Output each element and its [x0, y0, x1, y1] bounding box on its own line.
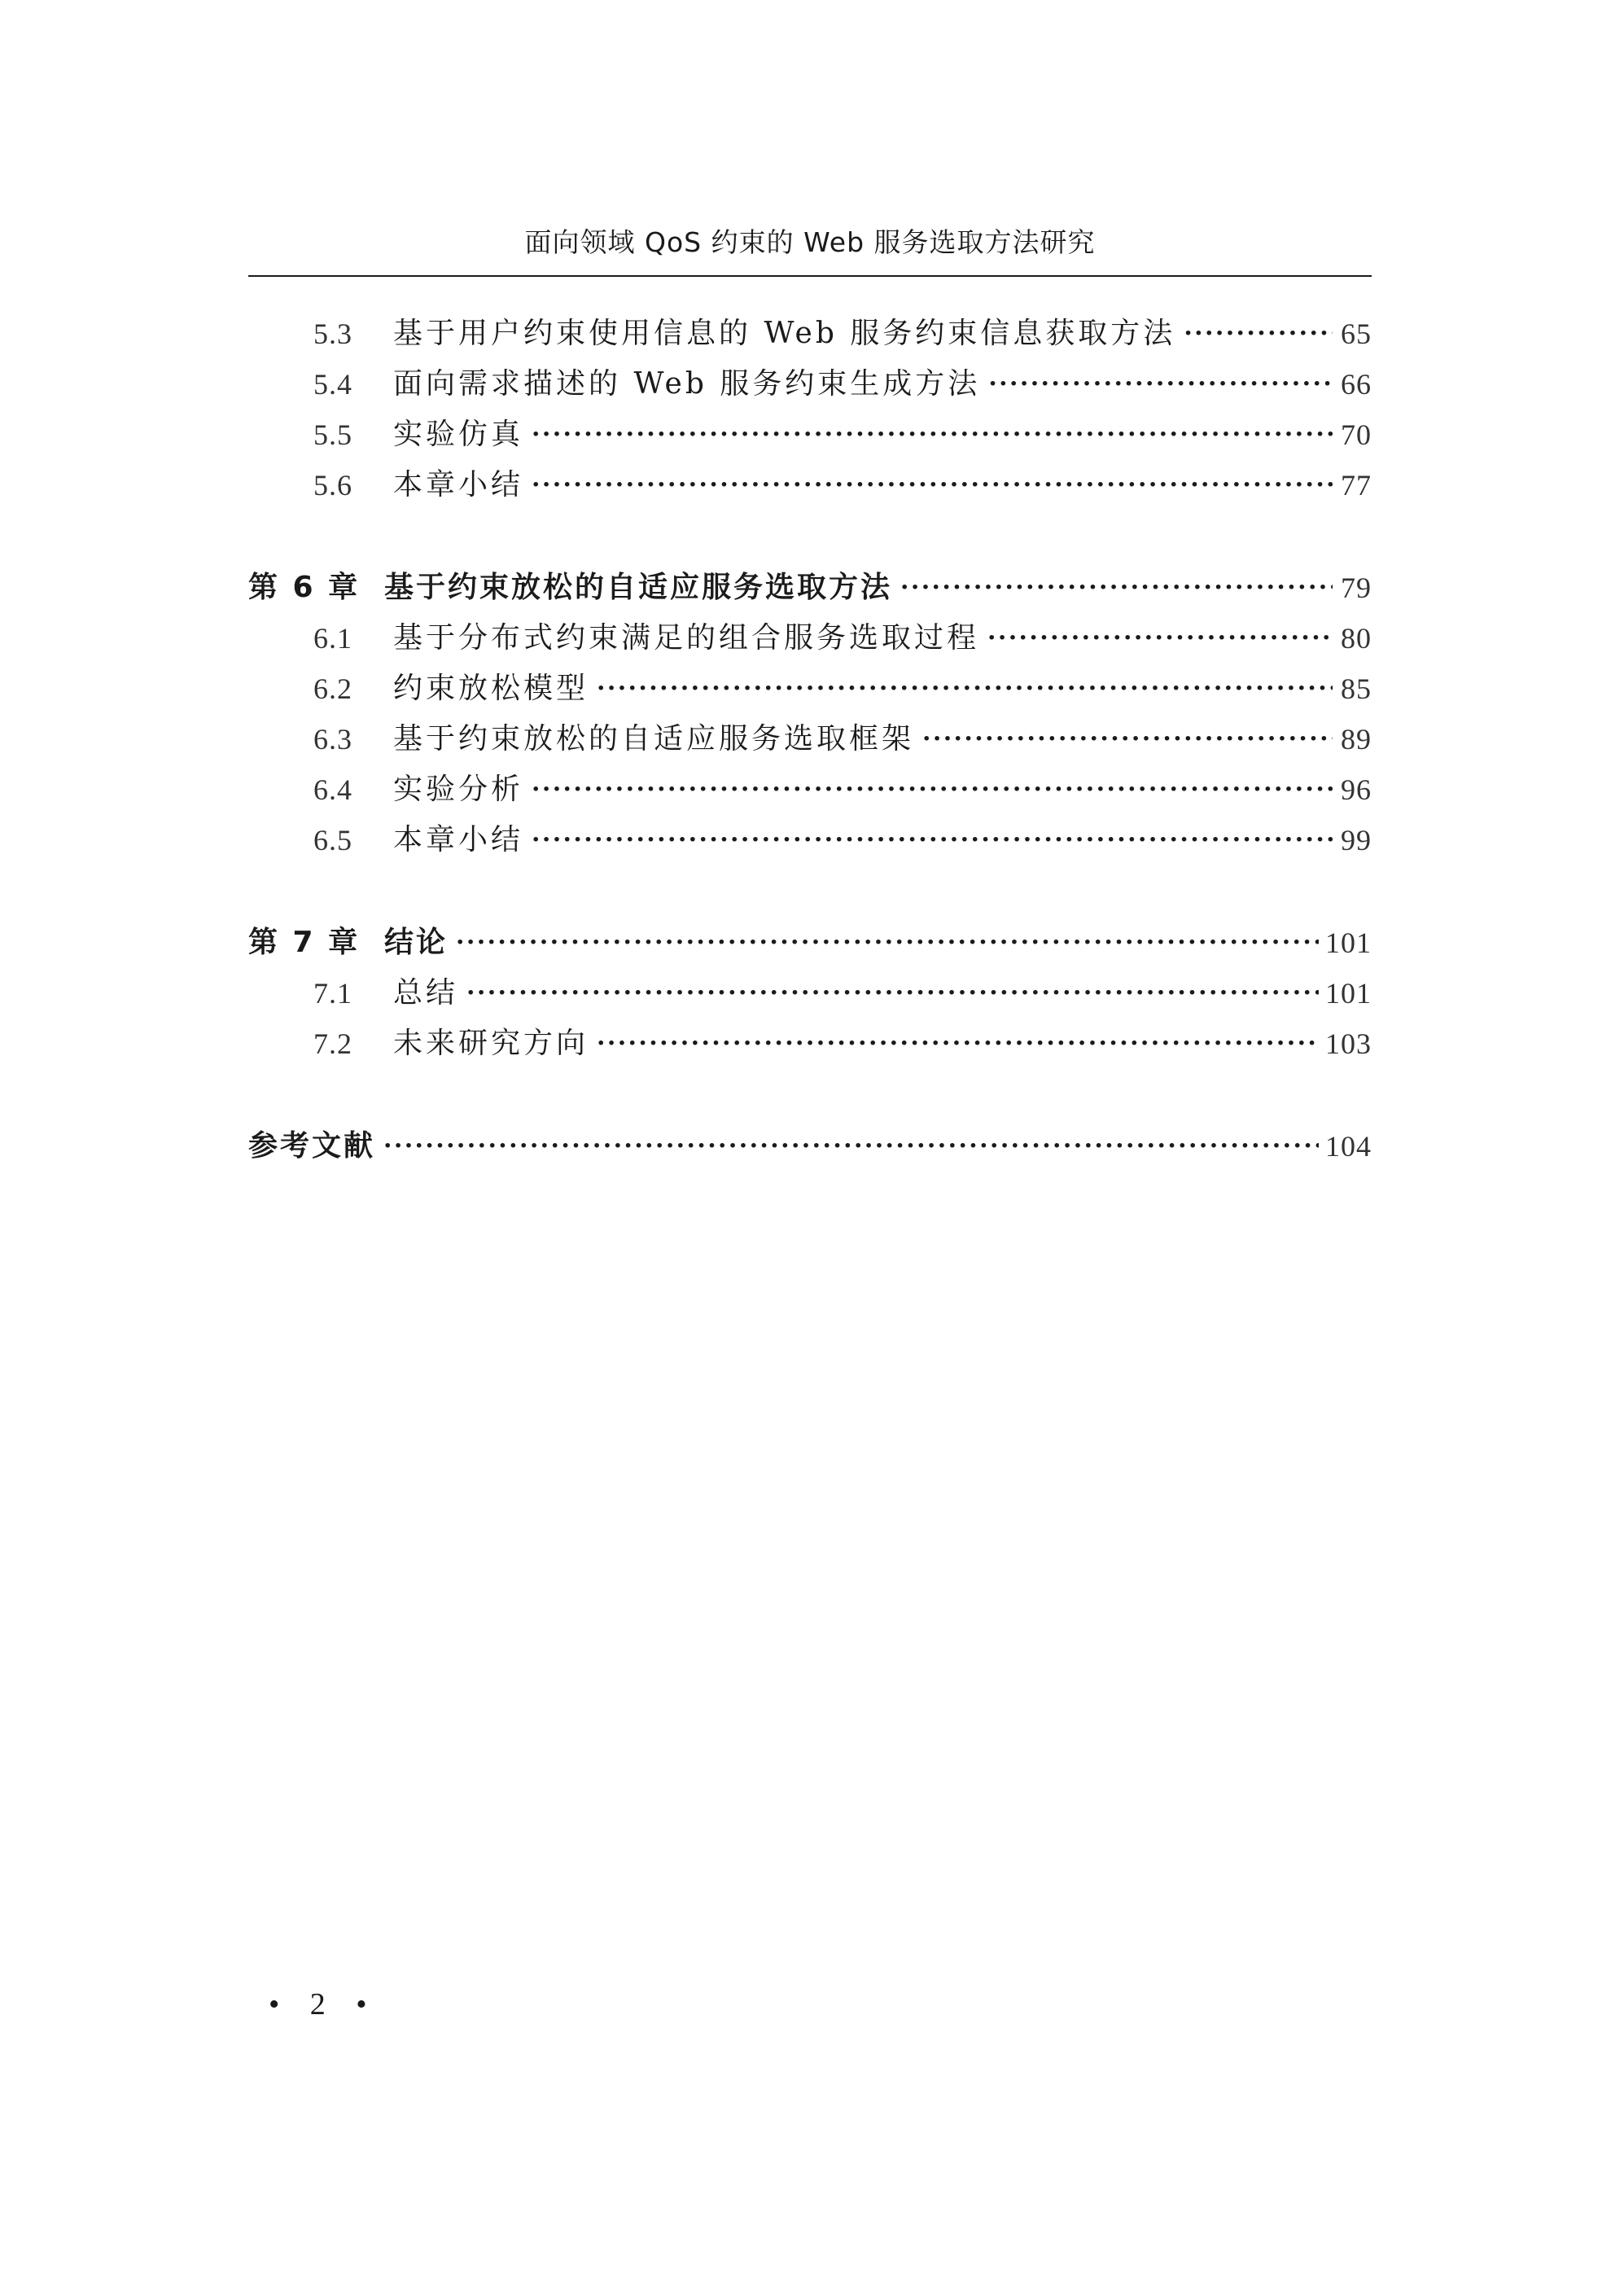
dot-leader	[597, 1019, 1319, 1068]
section-number: 5.6	[313, 469, 352, 502]
toc-entry-6-4[interactable]	[248, 765, 1372, 814]
dot-leader	[466, 969, 1319, 1018]
section-number: 6.3	[313, 723, 352, 756]
section-number: 5.3	[313, 318, 352, 350]
section-number: 6.2	[313, 672, 352, 705]
running-header: 面向领域 QoS 约束的 Web 服务选取方法研究	[524, 226, 1096, 258]
dot-leader	[532, 765, 1333, 814]
page-number: 103	[1325, 1027, 1372, 1060]
toc-entry-5-4[interactable]	[248, 360, 1372, 409]
section-title: 本章小结	[393, 468, 524, 502]
page-number: 101	[1325, 926, 1372, 959]
chapter-label: 第 6 章	[248, 571, 361, 604]
page-number: 79	[1341, 572, 1372, 604]
section-title: 实验分析	[393, 773, 524, 806]
dot-leader	[456, 918, 1319, 967]
dot-leader	[900, 563, 1333, 612]
page-number: 96	[1341, 773, 1372, 806]
dot-leader	[532, 816, 1333, 865]
section-number: 7.2	[313, 1027, 352, 1060]
section-title: 实验仿真	[393, 418, 524, 451]
section-title: 基于用户约束使用信息的 Web 服务约束信息获取方法	[393, 317, 1176, 350]
toc-references[interactable]	[248, 1122, 1372, 1171]
toc-chapter-7[interactable]	[248, 918, 1372, 967]
page-number: 77	[1341, 469, 1372, 502]
section-title: 约束放松模型	[393, 672, 589, 705]
chapter-title: 基于约束放松的自适应服务选取方法	[384, 571, 893, 604]
section-number: 5.5	[313, 418, 352, 451]
chapter-title: 结论	[384, 926, 449, 959]
page-number: 99	[1341, 824, 1372, 856]
toc-entry-5-6[interactable]	[248, 461, 1372, 510]
toc-entry-7-1[interactable]	[248, 969, 1372, 1018]
section-title: 面向需求描述的 Web 服务约束生成方法	[393, 367, 981, 401]
dot-leader	[988, 360, 1333, 409]
toc-entry-6-1[interactable]	[248, 614, 1372, 663]
section-number: 6.1	[313, 622, 352, 655]
page-number: 70	[1341, 418, 1372, 451]
section-title: 本章小结	[393, 823, 524, 856]
footer-page-number: • 2 •	[269, 1987, 379, 2022]
page-number: 85	[1341, 672, 1372, 705]
page-number: 101	[1325, 977, 1372, 1010]
page-number: 65	[1341, 318, 1372, 350]
section-number: 5.4	[313, 368, 352, 401]
page-number: 66	[1341, 368, 1372, 401]
chapter-label: 第 7 章	[248, 926, 361, 959]
toc-entry-6-3[interactable]	[248, 715, 1372, 764]
toc-entry-7-2[interactable]	[248, 1019, 1372, 1068]
dot-leader	[1184, 309, 1333, 358]
dot-leader	[987, 614, 1333, 663]
dot-leader	[383, 1122, 1319, 1171]
header-rule	[248, 275, 1372, 277]
section-number: 6.4	[313, 773, 352, 806]
toc-chapter-6[interactable]	[248, 563, 1372, 612]
toc-entry-5-3[interactable]	[248, 309, 1372, 358]
toc-entry-6-2[interactable]	[248, 664, 1372, 713]
section-number: 6.5	[313, 824, 352, 856]
references-title: 参考文献	[248, 1129, 376, 1163]
dot-leader	[922, 715, 1333, 764]
toc-entry-5-5[interactable]	[248, 410, 1372, 459]
dot-leader	[597, 664, 1333, 713]
section-title: 基于分布式约束满足的组合服务选取过程	[393, 621, 980, 655]
section-title: 基于约束放松的自适应服务选取框架	[393, 722, 915, 756]
dot-leader	[532, 461, 1333, 510]
dot-leader	[532, 410, 1333, 459]
section-number: 7.1	[313, 977, 352, 1010]
page-number: 80	[1341, 622, 1372, 655]
page-number: 104	[1325, 1130, 1372, 1163]
section-title: 总结	[393, 976, 459, 1010]
toc-entry-6-5[interactable]	[248, 816, 1372, 865]
section-title: 未来研究方向	[393, 1027, 589, 1060]
page-number: 89	[1341, 723, 1372, 756]
